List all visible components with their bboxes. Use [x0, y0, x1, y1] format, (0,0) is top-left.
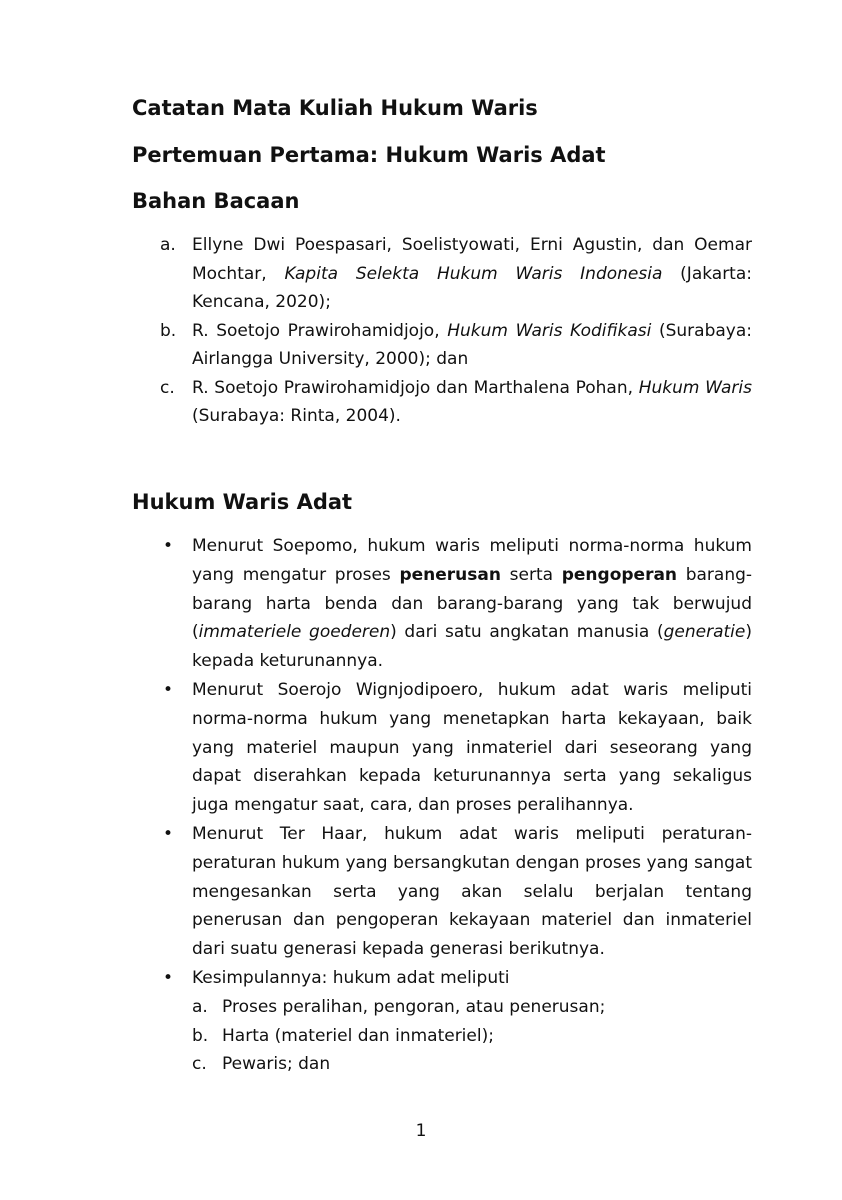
conclusion-list	[192, 993, 752, 1079]
book-title: Hukum Waris Kodifikasi	[447, 320, 652, 341]
definitions-list	[160, 532, 752, 1079]
bullet-icon: •	[163, 536, 174, 556]
conclusion	[160, 964, 752, 1079]
bullet-icon: •	[163, 967, 174, 988]
list-marker: c.	[192, 1054, 207, 1075]
conclusion-item: b. Harta (materiel dan inmateriel);	[192, 1022, 752, 1051]
list-marker: b.	[160, 320, 177, 341]
readings-heading: Bahan Bacaan	[132, 189, 300, 213]
bullet-icon: •	[163, 679, 174, 700]
section-heading: Hukum Waris Adat	[132, 490, 353, 514]
bullet-icon: •	[163, 823, 174, 844]
definition-ter-haar: • Menurut Ter Haar, hukum adat waris meliputi peraturan-peraturan hukum yang bersangkutan dengan proses yang sangat mengesankan serta yang akan selalu berjalan tentang penerusan dan pengoperan kekayaan materiel dan inmateriel dari suatu generasi kepada generasi berikutnya.	[160, 820, 752, 964]
conclusion-item: a. Proses peralihan, pengoran, atau penerusan;	[192, 993, 752, 1022]
reading-item-a: a. Ellyne Dwi Poespasari, Soelistyowati, Erni Agustin, dan Oemar Mochtar, Kapita Selekta Hukum Waris Indonesia (Jakarta: Kencana, 2020);	[160, 231, 752, 317]
conclusion-intro: Kesimpulannya: hukum adat meliputi	[192, 967, 510, 988]
reading-item-b: b. R. Soetojo Prawirohamidjojo, Hukum Waris Kodifikasi (Surabaya: Airlangga University, 2000); dan	[160, 317, 752, 374]
list-marker: a.	[192, 996, 208, 1017]
conclusion-item: c. Pewaris; dan	[192, 1050, 752, 1079]
definition-soepomo: • Menurut Soepomo, hukum waris meliputi norma-norma hukum yang mengatur proses penerusan serta pengoperan barang-barang harta benda dan barang-barang yang tak berwujud (immateriele goederen) dari satu angkatan manusia (generatie) kepada keturunannya.	[160, 532, 752, 676]
reading-item-c: c. R. Soetojo Prawirohamidjojo dan Marthalena Pohan, Hukum Waris (Surabaya: Rinta, 2004).	[160, 374, 752, 431]
course-title: Catatan Mata Kuliah Hukum Waris	[132, 96, 538, 120]
readings-list	[160, 231, 752, 431]
definition-wignjodipoero: • Menurut Soerojo Wignjodipoero, hukum adat waris meliputi norma-norma hukum yang menetapkan harta kekayaan, baik yang materiel maupun yang inmateriel dari seseorang yang dapat diserahkan kepada keturunannya serta yang sekaligus juga mengatur saat, cara, dan proses peralihannya.	[160, 676, 752, 820]
page-number: 1	[415, 1121, 427, 1141]
list-marker: a.	[160, 235, 176, 255]
book-title: Kapita Selekta Hukum Waris Indonesia	[284, 263, 663, 284]
book-title: Hukum Waris	[638, 377, 752, 398]
meeting-heading: Pertemuan Pertama: Hukum Waris Adat	[132, 143, 606, 167]
list-marker: b.	[192, 1025, 209, 1046]
list-marker: c.	[160, 377, 175, 398]
